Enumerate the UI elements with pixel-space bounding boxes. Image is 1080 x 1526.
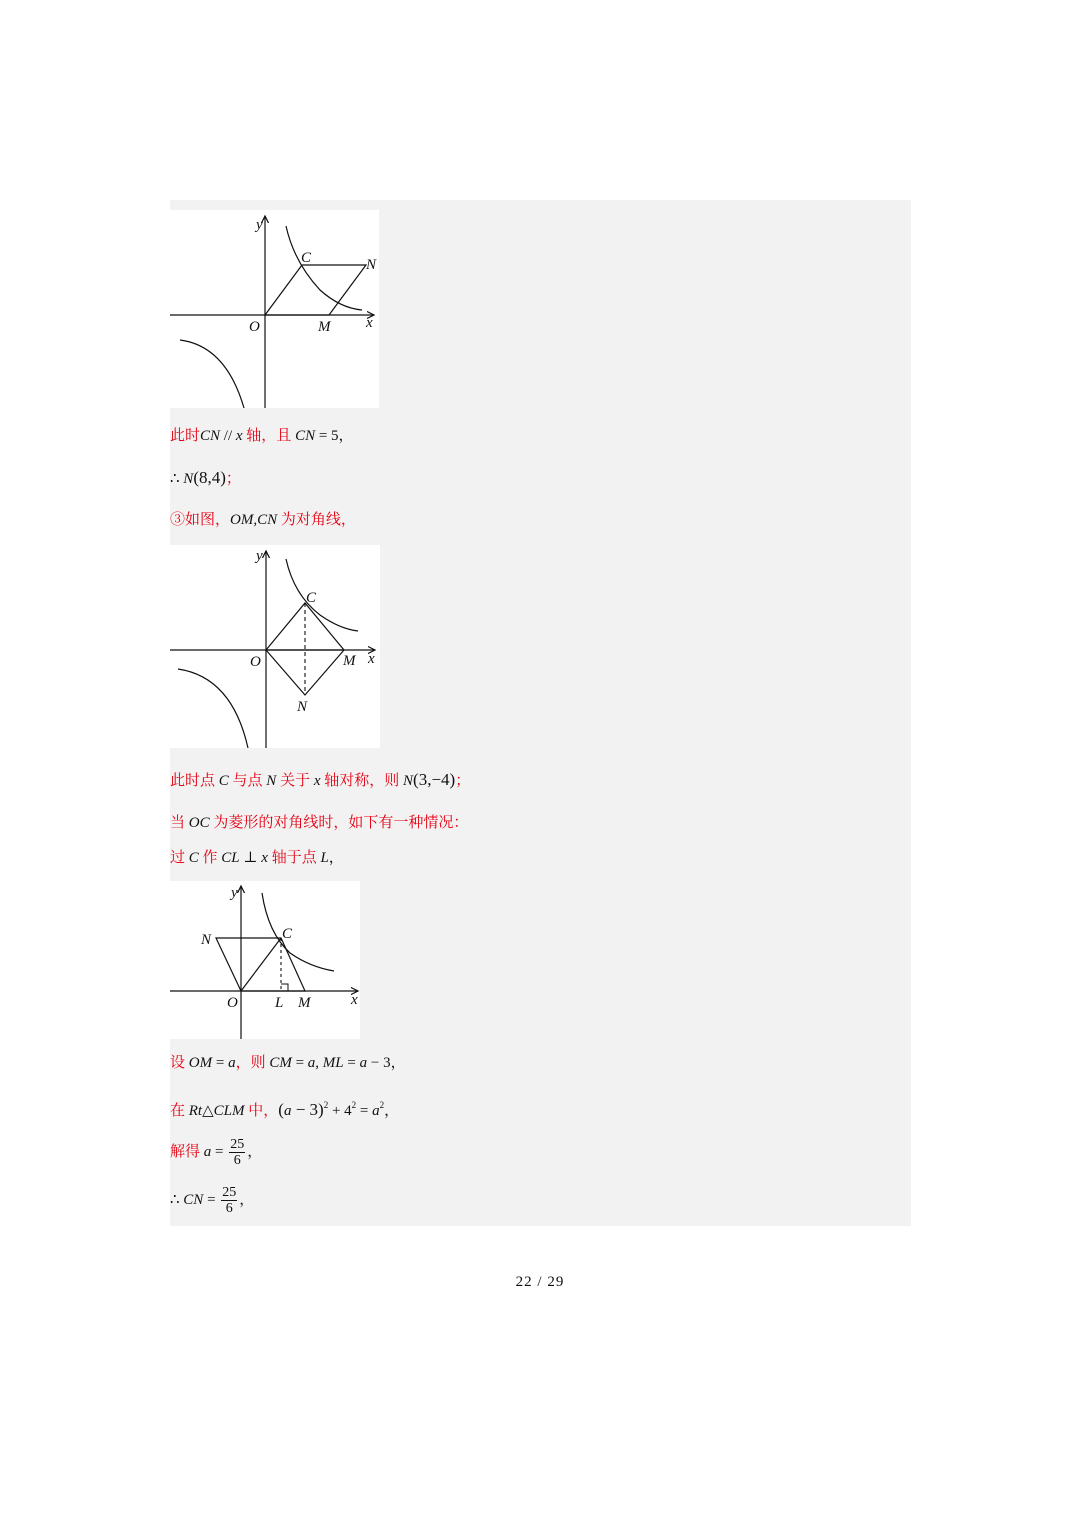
line-2: ∴ N(8,4)； bbox=[170, 468, 241, 487]
hyperbola-branch-1 bbox=[286, 226, 362, 310]
figure-1-graph bbox=[170, 210, 379, 408]
line-5: 当 OC 为菱形的对角线时，如下有一种情况： bbox=[170, 815, 469, 831]
diagonal-oc bbox=[241, 938, 281, 991]
figure-3-graph bbox=[170, 881, 360, 1039]
line-9: 解得 a = $\frac{25}{6}$ ， bbox=[170, 1137, 263, 1169]
figure-1 bbox=[170, 210, 379, 408]
line-6: 过 C 作 CL ⊥ x 轴于点 L， bbox=[170, 850, 344, 866]
label-m: M bbox=[318, 319, 331, 335]
fraction: $\frac{25}{6}$ bbox=[222, 1185, 237, 1217]
line-8: 在 Rt△CLM 中，$(a - 3)^2 + 4^2 = a^2$， bbox=[170, 1100, 400, 1119]
label-o: O bbox=[249, 319, 260, 335]
label-y: y bbox=[231, 885, 238, 901]
line-10: ∴ CN = $\frac{25}{6}$ ， bbox=[170, 1185, 255, 1217]
figure-2-graph bbox=[170, 545, 380, 748]
line-1: 此时CN // x 轴，且 CN = 5， bbox=[170, 428, 354, 444]
label-o: O bbox=[227, 995, 238, 1011]
label-x: x bbox=[366, 315, 373, 331]
label-m: M bbox=[343, 653, 356, 669]
hyperbola-branch-3 bbox=[178, 669, 248, 748]
figure-2 bbox=[170, 545, 380, 748]
line-7: 设 OM = a，则 CM = a, ML = a − 3， bbox=[170, 1055, 406, 1071]
fraction: $\frac{25}{6}$ bbox=[230, 1137, 245, 1169]
page-total: 29 bbox=[547, 1274, 565, 1290]
label-n: N bbox=[366, 257, 377, 273]
label-c: C bbox=[301, 250, 312, 266]
label-n: N bbox=[297, 699, 308, 715]
label-m: M bbox=[298, 995, 311, 1011]
right-angle-mark bbox=[281, 984, 288, 991]
page-separator: / bbox=[532, 1274, 548, 1290]
label-o: O bbox=[250, 654, 261, 670]
line-4: 此时点 C 与点 N 关于 x 轴对称，则 N(3,−4)； bbox=[170, 770, 471, 789]
label-y: y bbox=[256, 548, 263, 564]
label-n: N bbox=[201, 932, 212, 948]
line-3: ③如图，OM,CN 为对角线， bbox=[170, 512, 356, 528]
hyperbola-branch-1 bbox=[262, 893, 334, 971]
hyperbola-branch-3 bbox=[180, 340, 244, 408]
label-l: L bbox=[275, 995, 284, 1011]
hyperbola-branch-1 bbox=[286, 559, 358, 631]
label-x: x bbox=[368, 651, 375, 667]
label-x: x bbox=[351, 992, 358, 1008]
label-c: C bbox=[306, 590, 317, 606]
label-y: y bbox=[256, 217, 263, 233]
page-number bbox=[0, 1274, 1080, 1291]
page-current: 22 bbox=[515, 1274, 533, 1290]
figure-3 bbox=[170, 881, 360, 1039]
label-c: C bbox=[282, 926, 293, 942]
